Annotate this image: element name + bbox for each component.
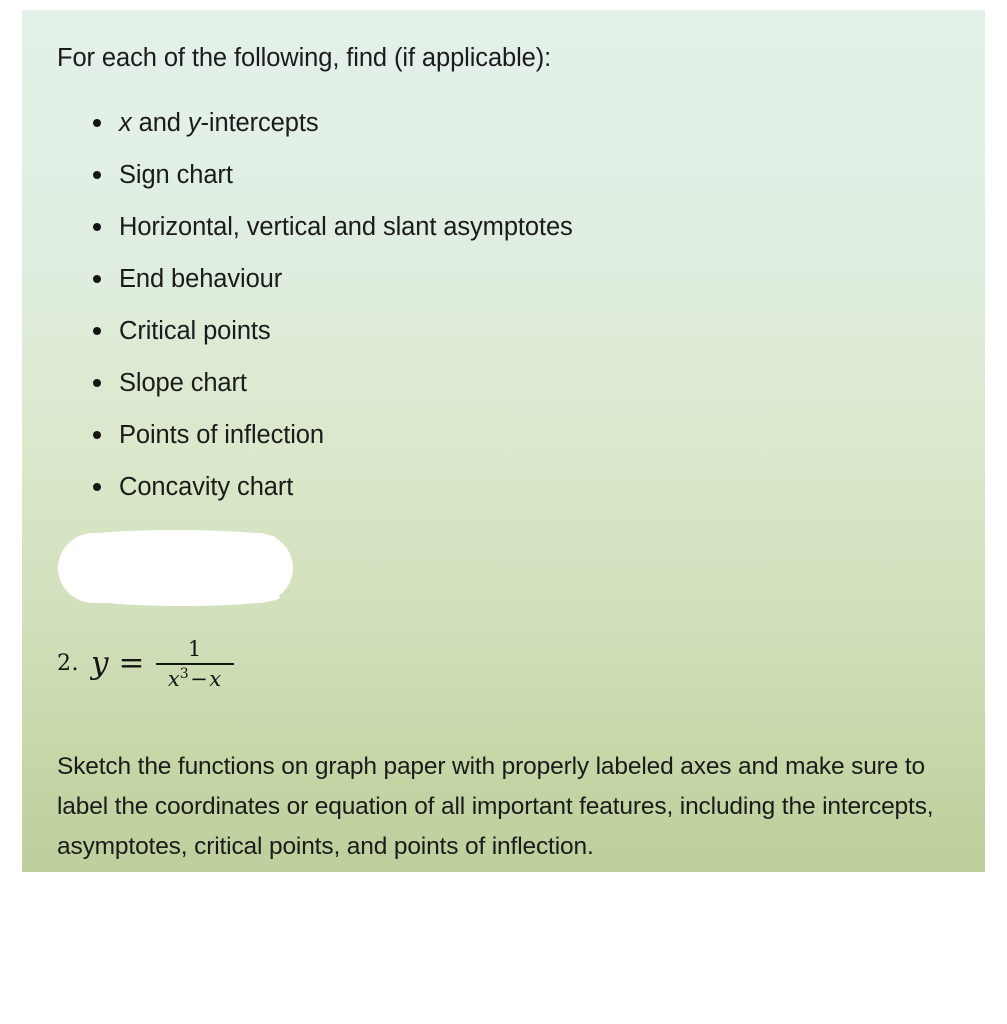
worksheet-card bbox=[22, 10, 985, 872]
bullet-dot-icon bbox=[93, 223, 101, 231]
list-item-label: Horizontal, vertical and slant asymptotes bbox=[119, 213, 573, 241]
denominator-exponent: 3 bbox=[179, 665, 189, 682]
fraction-numerator: 1 bbox=[187, 637, 202, 661]
list-item-label: x and y-intercepts bbox=[119, 109, 319, 137]
list-item-points-of-inflection bbox=[57, 420, 937, 472]
list-item-label: Concavity chart bbox=[119, 473, 294, 501]
equals-sign: = bbox=[118, 645, 145, 682]
list-item-label: Points of inflection bbox=[119, 421, 324, 449]
bullet-dot-icon bbox=[93, 379, 101, 387]
denominator-tail: x bbox=[209, 666, 222, 691]
bullet-dot-icon bbox=[93, 119, 101, 127]
list-item-label: Slope chart bbox=[119, 369, 247, 397]
requirements-list bbox=[57, 108, 937, 524]
list-item-critical-points bbox=[57, 316, 937, 368]
list-item-intercepts bbox=[57, 108, 937, 160]
fraction bbox=[156, 639, 234, 690]
closing-instructions: Sketch the functions on graph paper with properly labeled axes and make sure to label the coordinates or equation of all important features, including the intercepts, asymptotes, critical points, and points of inflection. bbox=[57, 753, 934, 860]
list-item-label: Critical points bbox=[119, 317, 271, 345]
list-item-asymptotes bbox=[57, 212, 937, 264]
list-item-slope-chart bbox=[57, 368, 937, 420]
bullet-dot-icon bbox=[93, 483, 101, 491]
list-item-sign-chart bbox=[57, 160, 937, 212]
list-item-end-behaviour bbox=[57, 264, 937, 316]
list-item-label: Sign chart bbox=[119, 161, 233, 189]
redaction-blob bbox=[58, 533, 293, 603]
bullet-dot-icon bbox=[93, 275, 101, 283]
equation-number: 2. bbox=[57, 650, 79, 676]
list-item-concavity-chart bbox=[57, 472, 937, 524]
list-item-label: End behaviour bbox=[119, 265, 283, 293]
bullet-dot-icon bbox=[93, 327, 101, 335]
fraction-denominator bbox=[164, 665, 225, 690]
equation-question-2 bbox=[57, 638, 234, 689]
bullet-dot-icon bbox=[93, 171, 101, 179]
page-title: For each of the following, find (if applicable): bbox=[57, 44, 552, 72]
equation-left-hand-side: y bbox=[91, 645, 109, 682]
denominator-base: x bbox=[167, 666, 180, 691]
minus-sign: − bbox=[190, 666, 208, 691]
bullet-dot-icon bbox=[93, 431, 101, 439]
